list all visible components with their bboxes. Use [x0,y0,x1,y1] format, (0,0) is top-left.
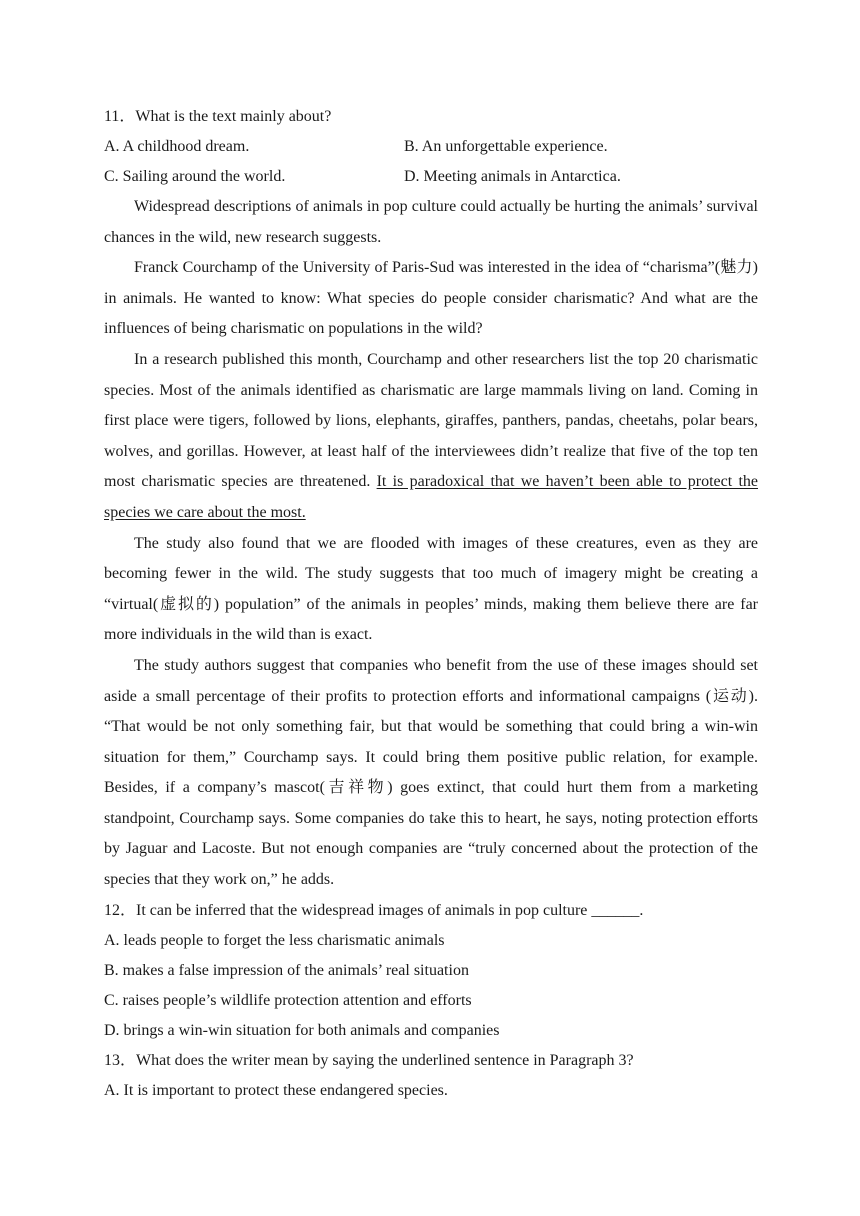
question-12-option-b: B. makes a false impression of the animals’ real situation [104,961,469,979]
passage-paragraph-4: The study also found that we are flooded with images of these creatures, even as they are becoming fewer in the wild. The study suggests that too much of imagery might be creating a “virtual(虚拟的) population” of the animals in peoples’ minds, making them believe there are far more individuals in the wild than is exact. [104,534,758,644]
question-13-option-a: A. It is important to protect these endangered species. [104,1081,448,1099]
question-11-stem: 11．What is the text mainly about? [104,108,332,125]
question-11-options-row-2 [104,162,758,192]
question-13-stem: 13．What does the writer mean by saying the underlined sentence in Paragraph 3? [104,1051,634,1069]
question-12-option-d: D. brings a win-win situation for both animals and companies [104,1021,500,1039]
passage-paragraph-2: Franck Courchamp of the University of Paris-Sud was interested in the idea of “charisma”(魅力) in animals. He wanted to know: What species do people consider charismatic? And what are the influences of being charismatic on populations in the wild? [104,259,758,338]
question-11-option-c: C. Sailing around the world. [104,168,286,185]
question-11-option-d: D. Meeting animals in Antarctica. [404,168,621,185]
paragraph-3-text: In a research published this month, Courchamp and other researchers list the top 20 charismatic species. Most of the animals identified as charismatic are large mammals living on land. Coming in first place were tigers, followed by lions, elephants, giraffes, panthers, pandas, cheetahs, polar bears, wolves, and gorillas. However, at least half of the interviewees didn’t realize that five of the top ten most charismatic species are threatened. [104,350,758,491]
passage-paragraph-1: Widespread descriptions of animals in pop culture could actually be hurting the animals’ survival chances in the wild, new research suggests. [104,198,758,246]
passage-paragraph-3 [104,345,758,529]
question-12-option-c: C. raises people’s wildlife protection attention and efforts [104,991,472,1009]
underlined-sentence: It is paradoxical that we haven’t been able to protect the species we care about the most. [104,473,759,521]
question-11-option-b: B. An unforgettable experience. [404,138,608,155]
question-12-stem: 12．It can be inferred that the widespread images of animals in pop culture ______. [104,901,644,919]
passage-paragraph-5: The study authors suggest that companies who benefit from the use of these images should set aside a small percentage of their profits to protection efforts and informational campaigns (运动). “That would be not only something fair, but that would be something that could bring a win-win situation for them,” Courchamp says. It could bring them positive public relation, for example. Besides, if a company’s mascot(吉祥物) goes extinct, that could hurt them from a marketing standpoint, Courchamp says. Some companies do take this to heart, he says, noting protection efforts by Jaguar and Lacoste. But not enough companies are “truly concerned about the protection of the species that they work on,” he adds. [104,656,758,889]
question-11-option-a: A. A childhood dream. [104,138,250,155]
question-11-options-row-1 [104,132,758,162]
question-12-option-a: A. leads people to forget the less charismatic animals [104,931,445,949]
